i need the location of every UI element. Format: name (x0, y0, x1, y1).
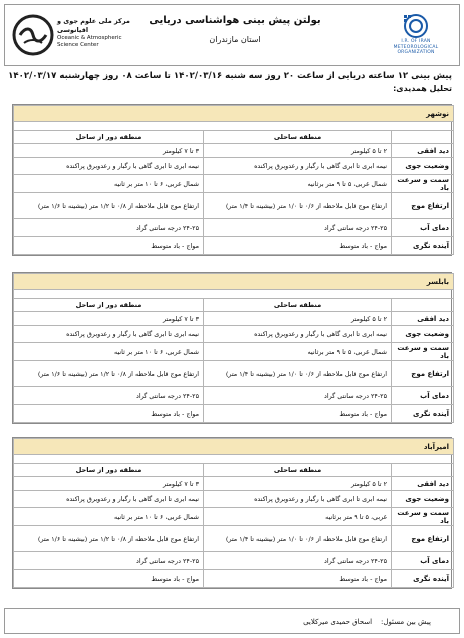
wave-label: ارتفاع موج (392, 361, 454, 387)
meteorological-organization-logo (383, 13, 449, 59)
wave-offshore: ارتفاع موج قابل ملاحظه از ۰/۸ تا ۱/۲ متر (بیشینه تا ۱/۶ متر) (14, 193, 204, 219)
meteorological-org-text-3: ORGANIZATION (397, 50, 435, 55)
oceanic-center-logo (11, 13, 55, 57)
outlook-label: آینده نگری (392, 405, 454, 423)
wind-coastal: غربی، ۵ تا ۹ متر برثانیه (204, 508, 392, 526)
wave-coastal: ارتفاع موج قابل ملاحظه از ۰/۶ تا ۱/۰ متر (بیشینه تا ۱/۴ متر) (204, 361, 392, 387)
outlook-offshore: مواج - باد متوسط (14, 405, 204, 423)
outlook-coastal: مواج - باد متوسط (204, 237, 392, 255)
weather-label: وضعیت جوی (392, 491, 454, 508)
water-temp-coastal: ۲۴-۲۵ درجه سانتی گراد (204, 552, 392, 570)
weather-coastal: نیمه ابری تا ابری گاهی با رگبار و رعدوبرق پراکنده (204, 158, 392, 175)
oceanic-center-name-fa: مرکز ملی علوم جوی و اقیانوسی (57, 17, 130, 34)
water-temp-offshore: ۲۴-۲۵ درجه سانتی گراد (14, 552, 204, 570)
outlook-offshore: مواج - باد متوسط (14, 570, 204, 588)
weather-label: وضعیت جوی (392, 326, 454, 343)
water-temp-offshore: ۲۴-۲۵ درجه سانتی گراد (14, 219, 204, 237)
station-name: نوشهر (14, 106, 454, 122)
outlook-offshore: مواج - باد متوسط (14, 237, 204, 255)
coastal-column-header: منطقه ساحلی (204, 464, 392, 477)
meteorological-org-text-1: I.R. OF IRAN (401, 39, 431, 44)
offshore-column-header: منطقه دور از ساحل (14, 131, 204, 144)
meteorological-logo-icon (401, 13, 431, 39)
weather-coastal: نیمه ابری تا ابری گاهی با رگبار و رعدوبرق پراکنده (204, 491, 392, 508)
synoptic-analysis-label: تحلیل همدیدی: (393, 84, 452, 93)
forecast-subtitle (4, 70, 460, 95)
wave-coastal: ارتفاع موج قابل ملاحظه از ۰/۶ تا ۱/۰ متر (بیشینه تا ۱/۴ متر) (204, 193, 392, 219)
forecaster-name: اسحاق حمیدی میرکلایی (303, 618, 373, 626)
station-name: بابلسر (14, 274, 454, 290)
visibility-offshore: ۳ تا ۷ کیلومتر (14, 144, 204, 158)
station-block-babolsar (12, 272, 452, 424)
visibility-offshore: ۳ تا ۷ کیلومتر (14, 477, 204, 491)
station-name: امیرآباد (14, 439, 454, 455)
wave-offshore: ارتفاع موج قابل ملاحظه از ۰/۸ تا ۱/۲ متر (بیشینه تا ۱/۶ متر) (14, 361, 204, 387)
oceanic-center-logo-text (57, 17, 147, 49)
station-block-noshahr (12, 104, 452, 256)
weather-offshore: نیمه ابری تا ابری گاهی با رگبار و رعدوبرق پراکنده (14, 158, 204, 175)
water-temp-label: دمای آب (392, 552, 454, 570)
visibility-coastal: ۲ تا ۵ کیلومتر (204, 477, 392, 491)
visibility-offshore: ۳ تا ۷ کیلومتر (14, 312, 204, 326)
offshore-column-header: منطقه دور از ساحل (14, 299, 204, 312)
visibility-label: دید افقی (392, 312, 454, 326)
wind-coastal: شمال غربی، ۵ تا ۹ متر برثانیه (204, 175, 392, 193)
wave-coastal: ارتفاع موج قابل ملاحظه از ۰/۶ تا ۱/۰ متر (بیشینه تا ۱/۴ متر) (204, 526, 392, 552)
visibility-label: دید افقی (392, 144, 454, 158)
bulletin-footer (4, 608, 460, 634)
station-block-amirabad (12, 437, 452, 589)
wave-label: ارتفاع موج (392, 526, 454, 552)
header-blank-cell (392, 299, 454, 312)
outlook-coastal: مواج - باد متوسط (204, 405, 392, 423)
forecaster-label: پیش بین مسئول: (381, 618, 431, 626)
water-temp-coastal: ۲۴-۲۵ درجه سانتی گراد (204, 387, 392, 405)
bulletin-title-block (145, 13, 325, 51)
water-temp-label: دمای آب (392, 219, 454, 237)
wind-coastal: شمال غربی، ۵ تا ۹ متر برثانیه (204, 343, 392, 361)
bulletin-title: بولتن پیش بینی هواشناسی دریایی (149, 15, 321, 26)
weather-offshore: نیمه ابری تا ابری گاهی با رگبار و رعدوبرق پراکنده (14, 326, 204, 343)
wind-label: سمت و سرعت باد (392, 175, 454, 193)
coastal-column-header: منطقه ساحلی (204, 299, 392, 312)
wind-offshore: شمال غربی، ۶ تا ۱۰ متر بر ثانیه (14, 175, 204, 193)
visibility-label: دید افقی (392, 477, 454, 491)
forecast-period: پیش بینی ۱۲ ساعته دریایی از ساعت ۲۰ روز سه شنبه ۱۴۰۲/۰۳/۱۶ تا ساعت ۰۸ روز چهارشنبه ۱۴۰۲/۰۳/۱۷ (8, 71, 452, 81)
meteorological-org-text-2: METEOROLOGICAL (393, 44, 439, 50)
wind-offshore: شمال غربی، ۶ تا ۱۰ متر بر ثانیه (14, 508, 204, 526)
wind-label: سمت و سرعت باد (392, 508, 454, 526)
wave-label: ارتفاع موج (392, 193, 454, 219)
offshore-column-header: منطقه دور از ساحل (14, 464, 204, 477)
oceanic-center-name-en-1: Oceanic & Atmospheric (57, 35, 122, 41)
water-temp-coastal: ۲۴-۲۵ درجه سانتی گراد (204, 219, 392, 237)
station-spacer (14, 122, 454, 131)
header-blank-cell (392, 131, 454, 144)
oceanic-center-name-en-2: Science Center (57, 42, 99, 48)
station-table (13, 105, 454, 255)
wind-offshore: شمال غربی، ۶ تا ۱۰ متر بر ثانیه (14, 343, 204, 361)
header-blank-cell (392, 464, 454, 477)
weather-offshore: نیمه ابری تا ابری گاهی با رگبار و رعدوبرق پراکنده (14, 491, 204, 508)
station-table (13, 438, 454, 588)
station-spacer (14, 455, 454, 464)
visibility-coastal: ۲ تا ۵ کیلومتر (204, 312, 392, 326)
station-spacer (14, 290, 454, 299)
weather-label: وضعیت جوی (392, 158, 454, 175)
water-temp-offshore: ۲۴-۲۵ درجه سانتی گراد (14, 387, 204, 405)
weather-coastal: نیمه ابری تا ابری گاهی با رگبار و رعدوبرق پراکنده (204, 326, 392, 343)
outlook-label: آینده نگری (392, 570, 454, 588)
outlook-label: آینده نگری (392, 237, 454, 255)
coastal-column-header: منطقه ساحلی (204, 131, 392, 144)
water-temp-label: دمای آب (392, 387, 454, 405)
station-table (13, 273, 454, 423)
wave-offshore: ارتفاع موج قابل ملاحظه از ۰/۸ تا ۱/۲ متر (بیشینه تا ۱/۶ متر) (14, 526, 204, 552)
province-name: استان مازندران (209, 35, 261, 44)
wind-label: سمت و سرعت باد (392, 343, 454, 361)
visibility-coastal: ۲ تا ۵ کیلومتر (204, 144, 392, 158)
bulletin-header (4, 4, 460, 66)
outlook-coastal: مواج - باد متوسط (204, 570, 392, 588)
